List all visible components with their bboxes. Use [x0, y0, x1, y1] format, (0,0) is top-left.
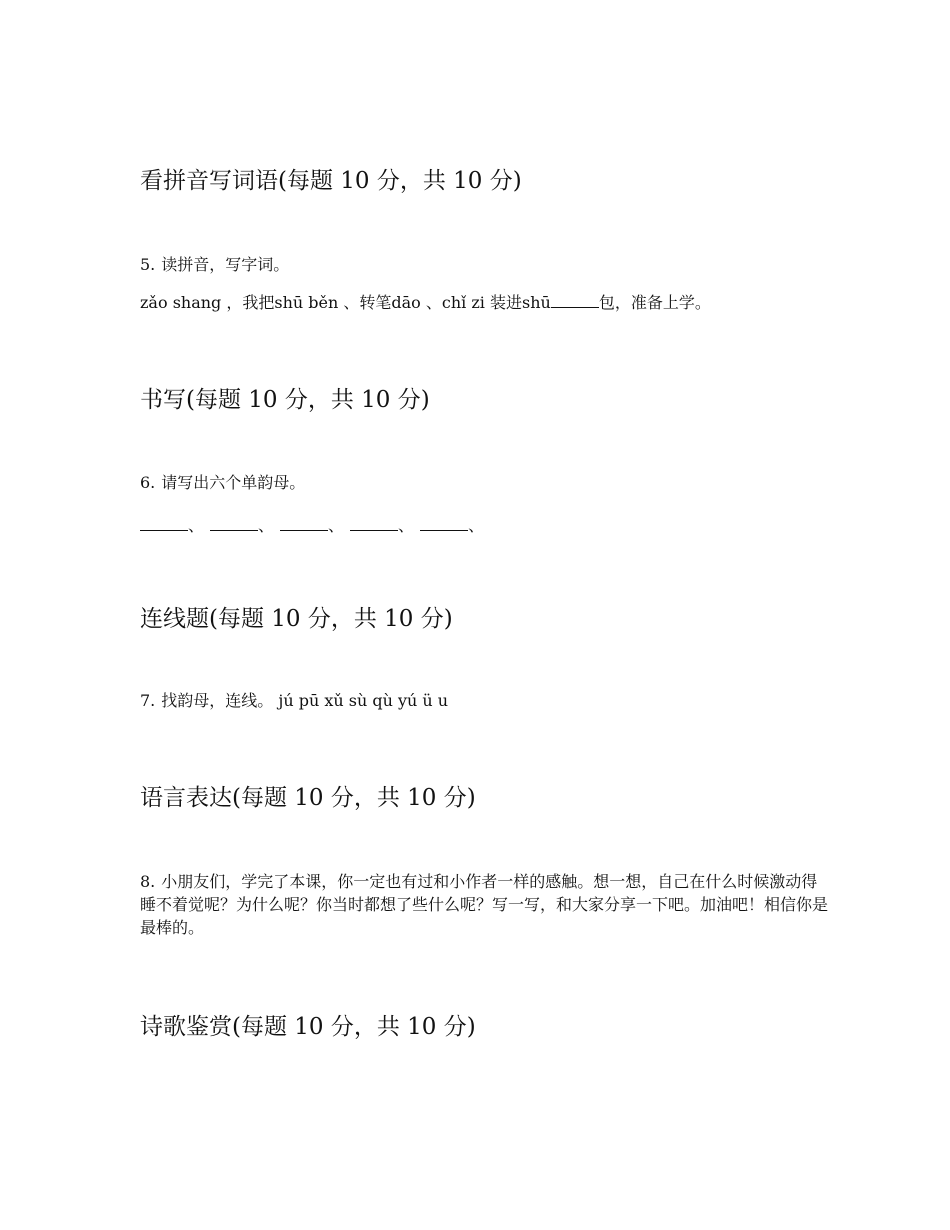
section-heading-expression: 语言表达(每题 10 分，共 10 分): [140, 785, 476, 811]
question-text: 小朋友们，学完了本课，你一定也有过和小作者一样的感触。想一想，自己在什么时候激动得睡不着觉呢？为什么呢？你当时都想了些什么呢？写一写，和大家分享一下吧。加油吧！相信你是最棒的。: [140, 872, 829, 937]
separator: 、: [398, 516, 415, 535]
answer-blank-3[interactable]: [280, 516, 328, 531]
question-5-prompt: [140, 254, 289, 276]
answer-blank-4[interactable]: [350, 516, 398, 531]
section-heading-matching: 连线题(每题 10 分，共 10 分): [140, 606, 453, 632]
section-heading-poetry: 诗歌鉴赏(每题 10 分，共 10 分): [140, 1014, 476, 1040]
question-number: 7.: [140, 691, 156, 710]
answer-blank-1[interactable]: [140, 516, 188, 531]
answer-blank-2[interactable]: [210, 516, 258, 531]
question-7-prompt: [140, 690, 448, 712]
separator: 、: [258, 516, 275, 535]
question-5-content: [140, 292, 711, 314]
question-text: 请写出六个单韵母。: [161, 473, 306, 492]
question-number: 8.: [140, 872, 156, 891]
question-text: 找韵母，连线。 jú pū xǔ sù qù yú ü u: [161, 691, 449, 710]
question-number: 6.: [140, 473, 156, 492]
section-heading-pinyin-words: 看拼音写词语(每题 10 分，共 10 分): [140, 168, 522, 194]
question-text: 读拼音，写字词。: [161, 255, 290, 274]
pinyin-sentence-part-2: 包，准备上学。: [598, 293, 711, 312]
separator: 、: [188, 516, 205, 535]
separator: 、: [468, 516, 485, 535]
section-heading-writing: 书写(每题 10 分，共 10 分): [140, 387, 430, 413]
vowel-answer-blanks: [140, 515, 484, 537]
question-6-prompt: [140, 472, 305, 494]
answer-blank-5[interactable]: [420, 516, 468, 531]
pinyin-sentence-part-1: zǎo shang ，我把shū běn 、转笔dāo 、chǐ zi 装进shū: [140, 293, 551, 312]
answer-blank[interactable]: [551, 293, 599, 308]
question-8-prompt: [140, 870, 830, 939]
question-number: 5.: [140, 255, 156, 274]
separator: 、: [328, 516, 345, 535]
